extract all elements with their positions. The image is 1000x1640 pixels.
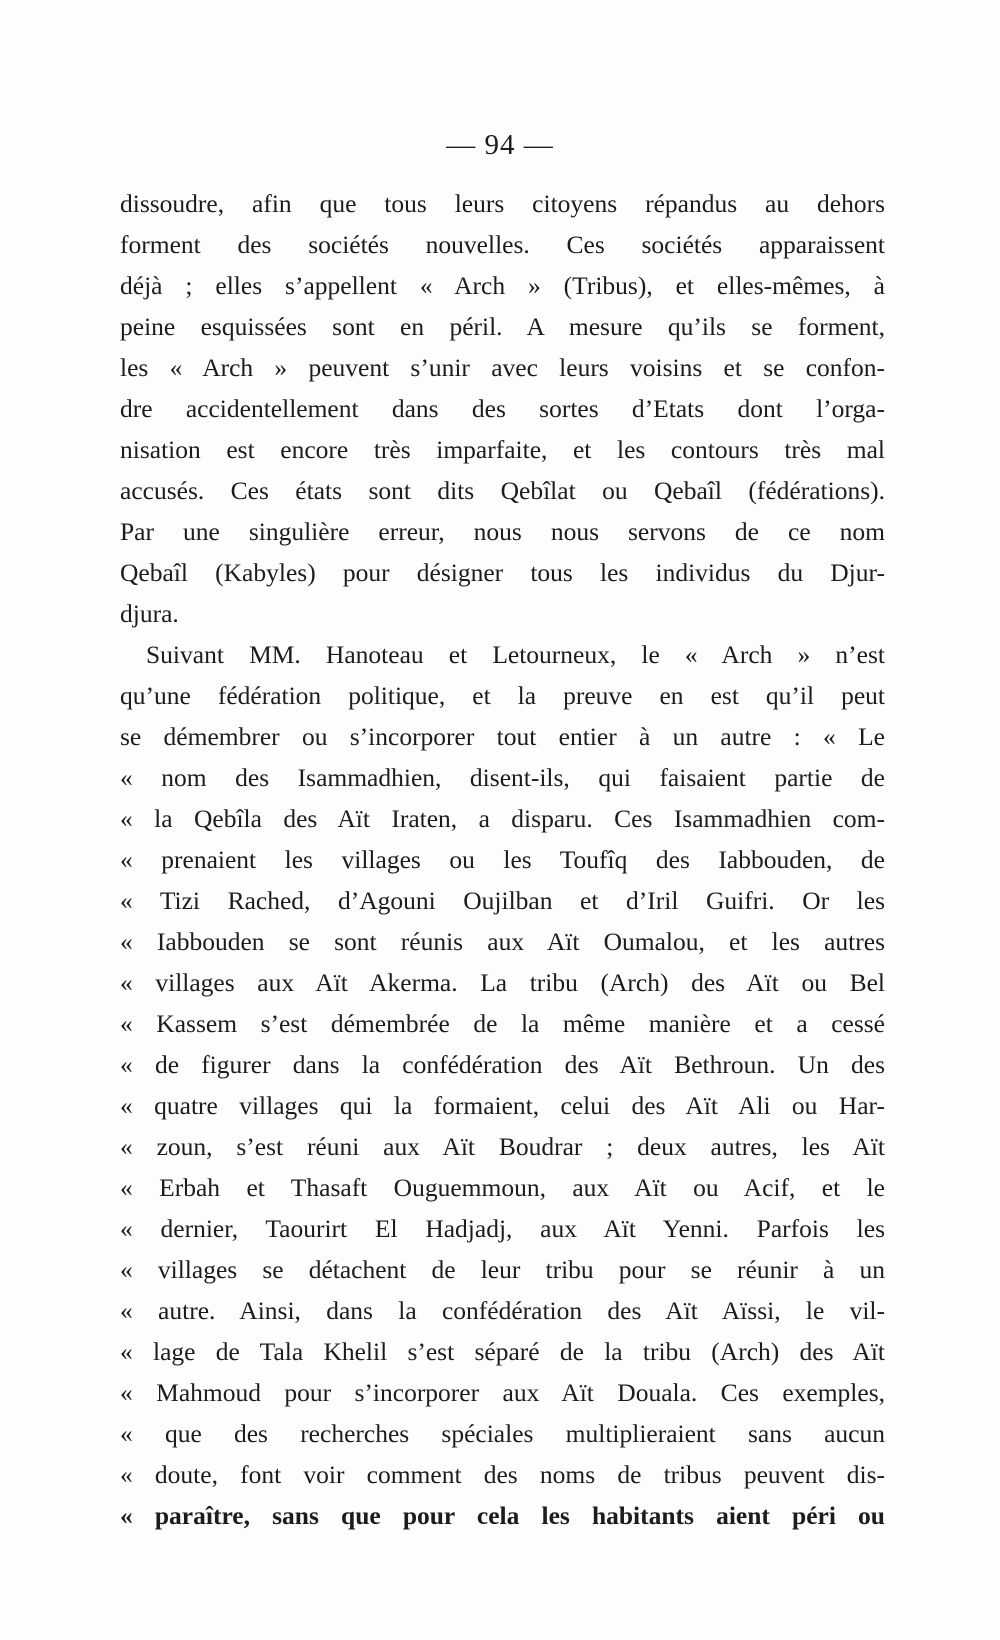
text-line: « villages aux Aït Akerma. La tribu (Arch) des Aït ou Bel [120, 968, 885, 997]
text-line: « Erbah et Thasaft Ouguemmoun, aux Aït ou Acif, et le [120, 1173, 885, 1202]
text-line: « paraître, sans que pour cela les habitants aient péri ou [120, 1501, 885, 1530]
text-line: se démembrer ou s’incorporer tout entier à un autre : « Le [120, 722, 885, 751]
text-line: « que des recherches spéciales multiplieraient sans aucun [120, 1419, 885, 1448]
text-line: « villages se détachent de leur tribu pour se réunir à un [120, 1255, 885, 1284]
text-line: « dernier, Taourirt El Hadjadj, aux Aït Yenni. Parfois les [120, 1214, 885, 1243]
text-line: forment des sociétés nouvelles. Ces sociétés apparaissent [120, 230, 885, 259]
text-line: djura. [120, 599, 179, 628]
text-line: « de figurer dans la confédération des Aït Bethroun. Un des [120, 1050, 885, 1079]
text-line: « Mahmoud pour s’incorporer aux Aït Douala. Ces exemples, [120, 1378, 885, 1407]
text-line: accusés. Ces états sont dits Qebîlat ou Qebaîl (fédérations). [120, 476, 885, 505]
text-line: les « Arch » peuvent s’unir avec leurs voisins et se confon- [120, 353, 885, 382]
text-line: nisation est encore très imparfaite, et les contours très mal [120, 435, 885, 464]
text-line: « nom des Isammadhien, disent-ils, qui faisaient partie de [120, 763, 885, 792]
text-line: « Tizi Rached, d’Agouni Oujilban et d’Iril Guifri. Or les [120, 886, 885, 915]
text-line: « autre. Ainsi, dans la confédération des Aït Aïssi, le vil- [120, 1296, 885, 1325]
text-line: « quatre villages qui la formaient, celui des Aït Ali ou Har- [120, 1091, 885, 1120]
text-line: qu’une fédération politique, et la preuve en est qu’il peut [120, 681, 885, 710]
text-line: « Iabbouden se sont réunis aux Aït Oumalou, et les autres [120, 927, 885, 956]
text-line: Suivant MM. Hanoteau et Letourneux, le « Arch » n’est [146, 640, 885, 669]
text-line: « Kassem s’est démembrée de la même manière et a cessé [120, 1009, 885, 1038]
text-line: « lage de Tala Khelil s’est séparé de la tribu (Arch) des Aït [120, 1337, 885, 1366]
text-line: « prenaient les villages ou les Toufîq des Iabbouden, de [120, 845, 885, 874]
text-line: peine esquissées sont en péril. A mesure qu’ils se forment, [120, 312, 885, 341]
text-line: Qebaîl (Kabyles) pour désigner tous les individus du Djur- [120, 558, 885, 587]
body-text [120, 183, 885, 1536]
text-line: Par une singulière erreur, nous nous servons de ce nom [120, 517, 885, 546]
text-line: « la Qebîla des Aït Iraten, a disparu. Ces Isammadhien com- [120, 804, 885, 833]
text-line: « doute, font voir comment des noms de tribus peuvent dis- [120, 1460, 885, 1489]
text-line: dre accidentellement dans des sortes d’Etats dont l’orga- [120, 394, 885, 423]
text-line: dissoudre, afin que tous leurs citoyens répandus au dehors [120, 189, 885, 218]
page-number: — 94 — [446, 129, 554, 161]
text-line: « zoun, s’est réuni aux Aït Boudrar ; deux autres, les Aït [120, 1132, 885, 1161]
text-line: déjà ; elles s’appellent « Arch » (Tribus), et elles-mêmes, à [120, 271, 885, 300]
